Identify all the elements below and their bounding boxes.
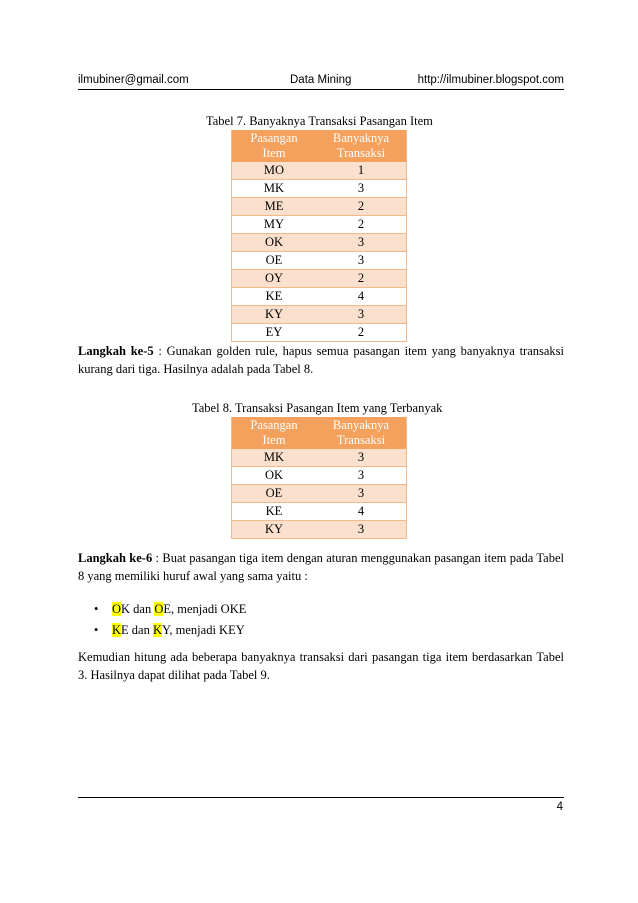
transaction-count-cell: 4 [316, 288, 407, 306]
transaction-count-cell: 3 [316, 306, 407, 324]
item-pair-cell: EY [232, 324, 317, 342]
table7 [231, 130, 407, 342]
table-row [232, 449, 407, 467]
item-pair-cell: OK [232, 467, 317, 485]
table-row [232, 270, 407, 288]
table-row [232, 216, 407, 234]
transaction-count-cell: 2 [316, 198, 407, 216]
item-pair-cell: ME [232, 198, 317, 216]
list-item: • OK dan OE, menjadi OKE [94, 602, 247, 616]
table-row [232, 324, 407, 342]
table8-header-item: Pasangan Item [232, 417, 317, 449]
step6-paragraph [78, 549, 564, 585]
step6-text: : Buat pasangan tiga item dengan aturan menggunakan pasangan item pada Tabel 8 yang memiliki huruf awal yang sama yaitu : [78, 551, 564, 583]
table-row [232, 234, 407, 252]
step5-paragraph [78, 342, 564, 378]
table8 [231, 417, 407, 539]
transaction-count-cell: 1 [316, 162, 407, 180]
table7-header-item: Pasangan Item [232, 130, 317, 162]
bullet-icon: • [94, 602, 99, 616]
table-row [232, 180, 407, 198]
transaction-count-cell: 3 [316, 252, 407, 270]
item-pair-cell: MY [232, 216, 317, 234]
table-row [232, 503, 407, 521]
transaction-count-cell: 2 [316, 324, 407, 342]
transaction-count-cell: 3 [316, 234, 407, 252]
list-item: • KE dan KY, menjadi KEY [94, 623, 245, 637]
page-number: 4 [556, 801, 563, 813]
table8-header-count: Banyaknya Transaksi [316, 417, 407, 449]
table-row [232, 467, 407, 485]
table-row [232, 198, 407, 216]
transaction-count-cell: 4 [316, 503, 407, 521]
transaction-count-cell: 3 [316, 180, 407, 198]
table7-header-count: Banyaknya Transaksi [316, 130, 407, 162]
table-row [232, 162, 407, 180]
table8-caption: Tabel 8. Transaksi Pasangan Item yang Terbanyak [192, 401, 443, 415]
step5-label: Langkah ke-5 [78, 344, 154, 358]
item-pair-cell: MK [232, 449, 317, 467]
table-row [232, 288, 407, 306]
table7-caption: Tabel 7. Banyaknya Transaksi Pasangan Item [206, 114, 433, 128]
page-header [78, 73, 564, 90]
item-pair-cell: KE [232, 288, 317, 306]
table-row [232, 252, 407, 270]
transaction-count-cell: 3 [316, 485, 407, 503]
item-pair-cell: MK [232, 180, 317, 198]
step5-text: : Gunakan golden rule, hapus semua pasangan item yang banyaknya transaksi kurang dari tiga. Hasilnya adalah pada Tabel 8. [78, 344, 565, 376]
transaction-count-cell: 2 [316, 216, 407, 234]
table-row [232, 485, 407, 503]
table-row [232, 521, 407, 539]
item-pair-cell: KE [232, 503, 317, 521]
table-row [232, 306, 407, 324]
item-pair-cell: OE [232, 252, 317, 270]
footer-divider [78, 797, 564, 798]
item-pair-cell: OY [232, 270, 317, 288]
header-title: Data Mining [290, 74, 352, 86]
transaction-count-cell: 3 [316, 521, 407, 539]
item-pair-cell: KY [232, 306, 317, 324]
closing-paragraph: Kemudian hitung ada beberapa banyaknya transaksi dari pasangan tiga item berdasarkan Tabel 3. Hasilnya dapat dilihat pada Tabel 9. [78, 650, 564, 682]
item-pair-cell: OE [232, 485, 317, 503]
item-pair-cell: OK [232, 234, 317, 252]
transaction-count-cell: 3 [316, 449, 407, 467]
transaction-count-cell: 3 [316, 467, 407, 485]
item-pair-cell: MO [232, 162, 317, 180]
item-pair-cell: KY [232, 521, 317, 539]
step6-label: Langkah ke-6 [78, 551, 153, 565]
header-url: http://ilmubiner.blogspot.com [417, 74, 564, 86]
bullet-icon: • [94, 623, 99, 637]
header-email: ilmubiner@gmail.com [78, 74, 189, 86]
transaction-count-cell: 2 [316, 270, 407, 288]
combination-list [94, 600, 246, 642]
